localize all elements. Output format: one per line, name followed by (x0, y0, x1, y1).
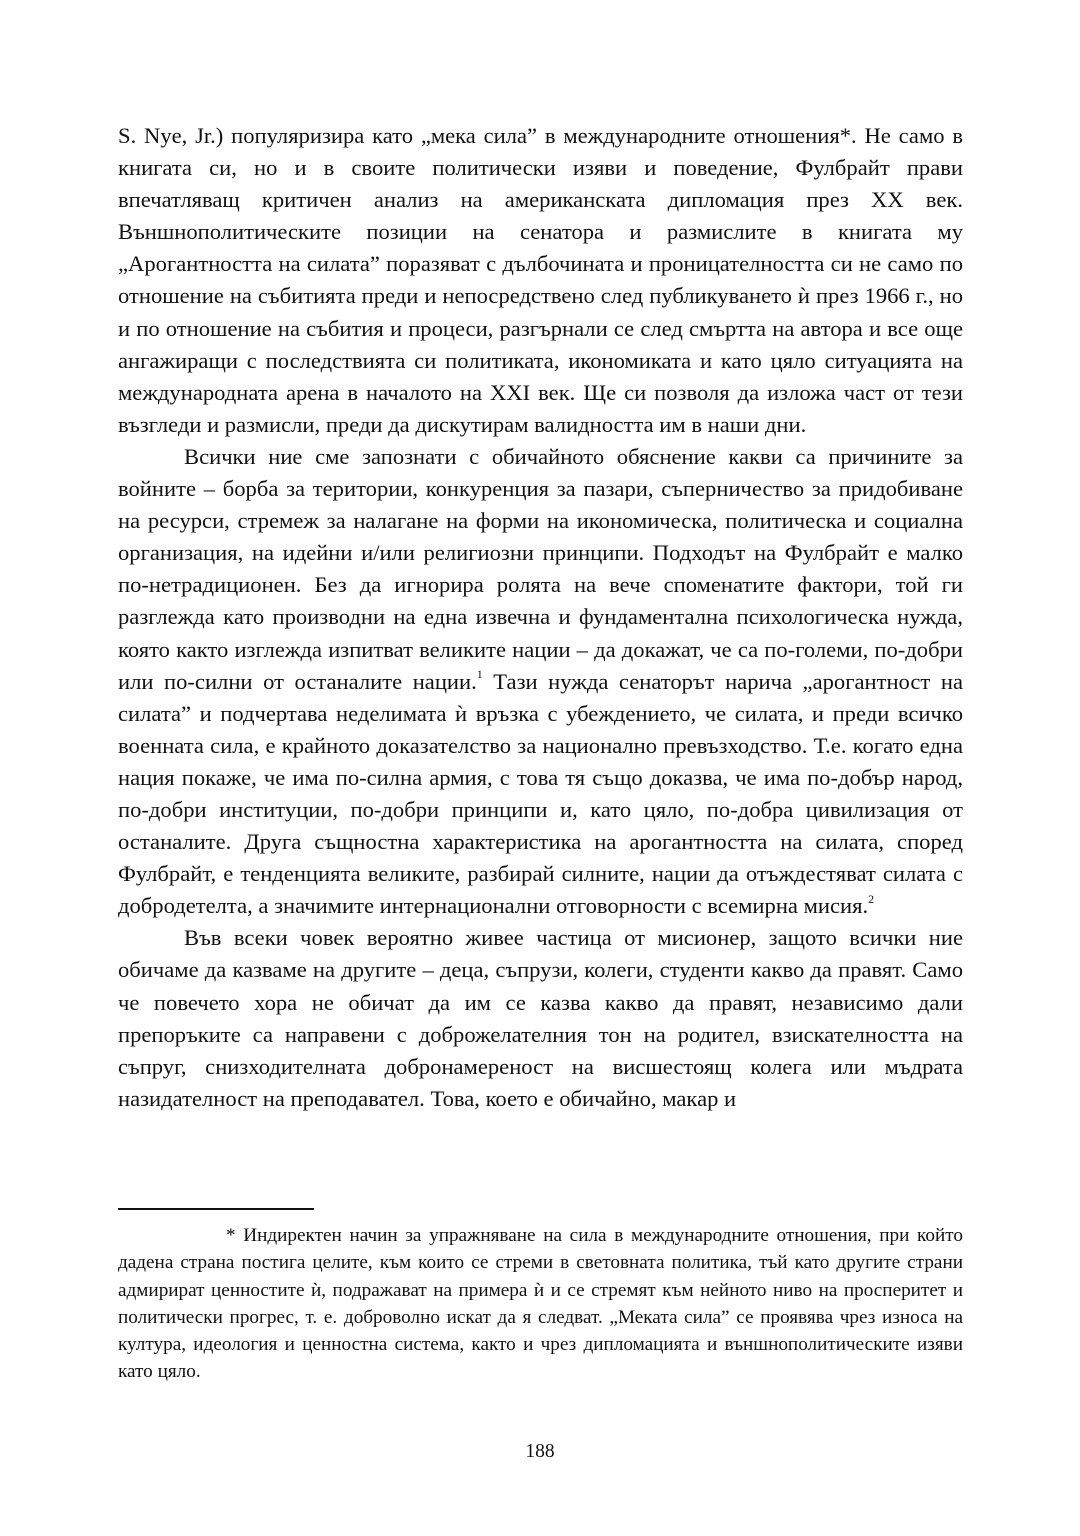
footnote-ref-2: 2 (868, 891, 875, 906)
paragraph-2-part-1: Всички ние сме запознати с обичайното обяснение какви са причините за войните – борба за територии, конкуренция за пазари, съперничество за придобиване на ресурси, стремеж за налагане на форми на икономическа, политическа и социална организация, на идейни и/или религиозни принципи. Подходът на Фулбрайт е малко по-нетрадиционен. Без да игнорира ролята на вече споменатите фактори, той ги разглежда като производни на една извечна и фундаментална психологическа нужда, която както изглежда изпитват великите нации – да докажат, че са по-големи, по-добри или по-силни от останалите нации. (118, 443, 963, 694)
paragraph-2 (118, 441, 963, 922)
paragraph-2-part-2: Тази нужда сенаторът нарича „арогантност на силата” и подчертава неделимата ѝ връзка с убеждението, че силата, и преди всичко военната сила, е крайното доказателство за национално превъзходство. Т.е. когато една нация покаже, че има по-силна армия, с това тя също доказва, че има по-добър народ, по-добри институции, по-добри принципи и, като цяло, по-добра цивилизация от останалите. Друга същностна характеристика на арогантността на силата, според Фулбрайт, е тенденцията великите, разбирай силните, нации да отъждестяват силата с добродетелта, а значимите интернационални отговорности с всемирна мисия. (118, 668, 963, 919)
paragraph-3: Във всеки човек вероятно живее частица от мисионер, защото всички ние обичаме да казваме на другите – деца, съпрузи, колеги, студенти какво да правят. Само че повечето хора не обичат да им се казва какво да правят, независимо дали препоръките са направени с доброжелателния тон на родител, взискателността на съпруг, снизходителната добронамереност на висшестоящ колега или мъдрата назидателност на преподавател. Това, което е обичайно, макар и (118, 925, 963, 1111)
footnote: * Индиректен начин за упражняване на сила в международните отношения, при който дадена страна постига целите, към които се стреми в световната политика, тъй като другите страни адмирират ценностите ѝ, подражават на примера ѝ и се стремят към нейното ниво на просперитет и политически прогрес, т. е. доброволно искат да я следват. „Меката сила” се проявява чрез износа на култура, идеология и ценностна система, както и чрез дипломацията и външнополитическите изяви като цяло. (118, 1225, 963, 1383)
footnote-ref-1: 1 (476, 667, 483, 682)
footnote-divider (118, 1208, 314, 1210)
paragraph-1: S. Nye, Jr.) популяризира като „мека сила” в международните отношения*. Не само в книгата си, но и в своите политически изяви и поведение, Фулбрайт прави впечатляващ критичен анализ на американската дипломация през XX век. Външнополитическите позиции на сенатора и размислите в книгата му „Арогантността на силата” поразяват с дълбочината и проницателността си не само по отношение на събитията преди и непосредствено след публикуването ѝ през 1966 г., но и по отношение на събития и процеси, разгърнали се след смъртта на автора и все още ангажиращи с последствията си политиката, икономиката и като цяло ситуацията на международната арена в началото на XXI век. Ще си позволя да изложа част от тези възгледи и размисли, преди да дискутирам валидността им в наши дни. (118, 123, 963, 437)
main-text (118, 120, 963, 1115)
page-body (118, 120, 963, 1115)
page-number: 188 (525, 1441, 555, 1462)
